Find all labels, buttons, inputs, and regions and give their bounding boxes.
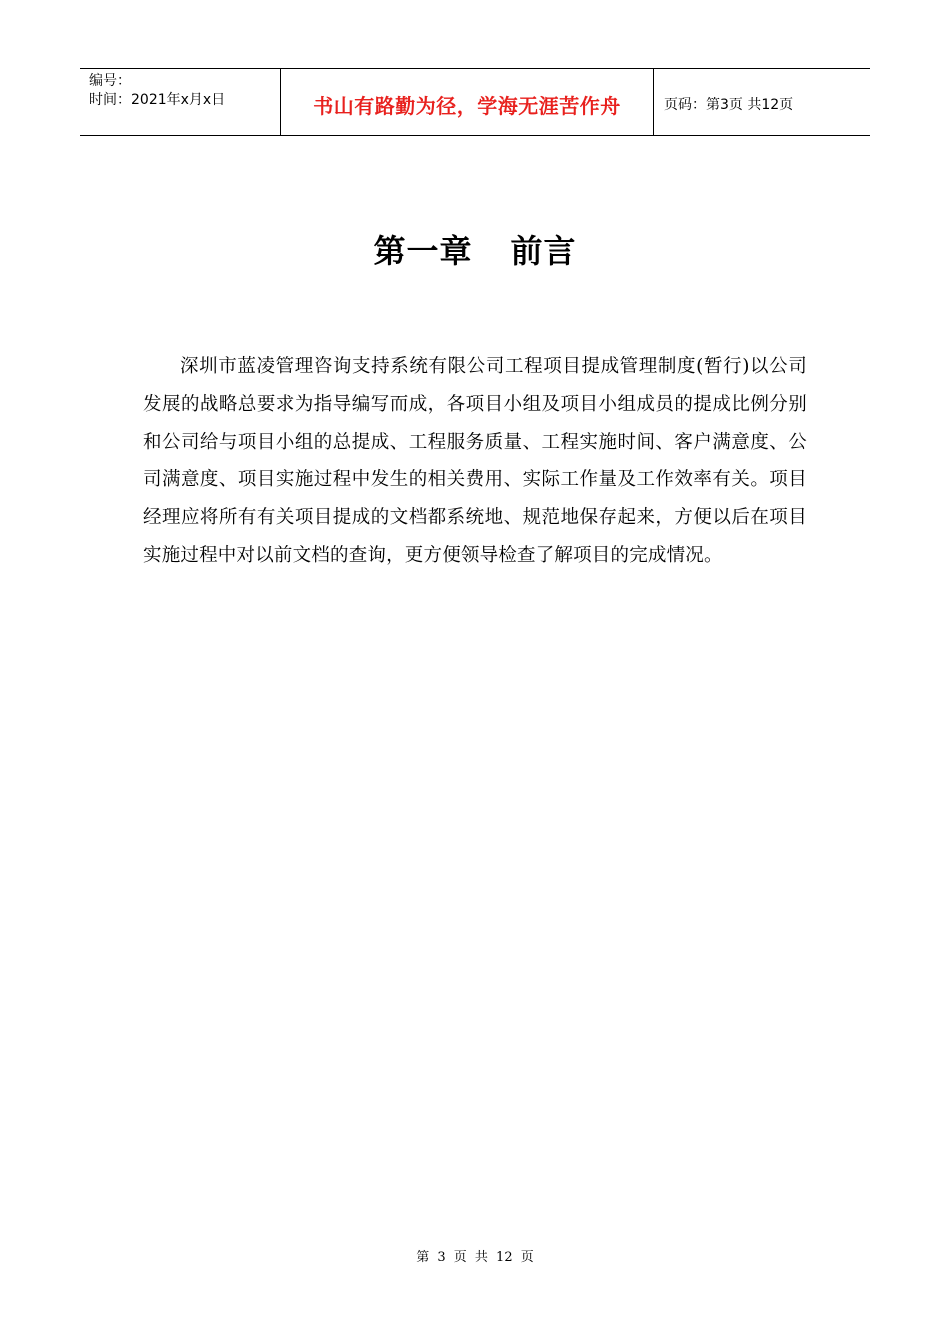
- document-time-label: 时间：2021年x月x日: [89, 92, 226, 108]
- chapter-name: 前言: [510, 232, 577, 270]
- page-footer: 第 3 页 共 12 页: [416, 1250, 534, 1265]
- body-paragraph: 深圳市蓝凌管理咨询支持系统有限公司工程项目提成管理制度(暂行)以公司发展的战略总要求为指导编写而成，各项目小组及项目小组成员的提成比例分别和公司给与项目小组的总提成、工程服务质量、工程实施时间、客户满意度、公司满意度、项目实施过程中发生的相关费用、实际工作量及工作效率有关。项目经理应将所有有关项目提成的文档都系统地、规范地保存起来，方便以后在项目实施过程中对以前文档的查询，更方便领导检查了解项目的完成情况。: [143, 356, 807, 566]
- header-motto: 书山有路勤为径，学海无涯苦作舟: [313, 93, 621, 118]
- header-page-info: 页码：第3页 共12页: [664, 96, 794, 113]
- header-page-cell: [654, 69, 870, 135]
- page-header: [80, 68, 870, 136]
- chapter-title: [0, 226, 950, 272]
- header-motto-cell: [281, 69, 654, 135]
- chapter-number: 第一章: [373, 232, 473, 270]
- header-meta-cell: [80, 69, 281, 135]
- document-number-label: 编号：: [89, 73, 131, 89]
